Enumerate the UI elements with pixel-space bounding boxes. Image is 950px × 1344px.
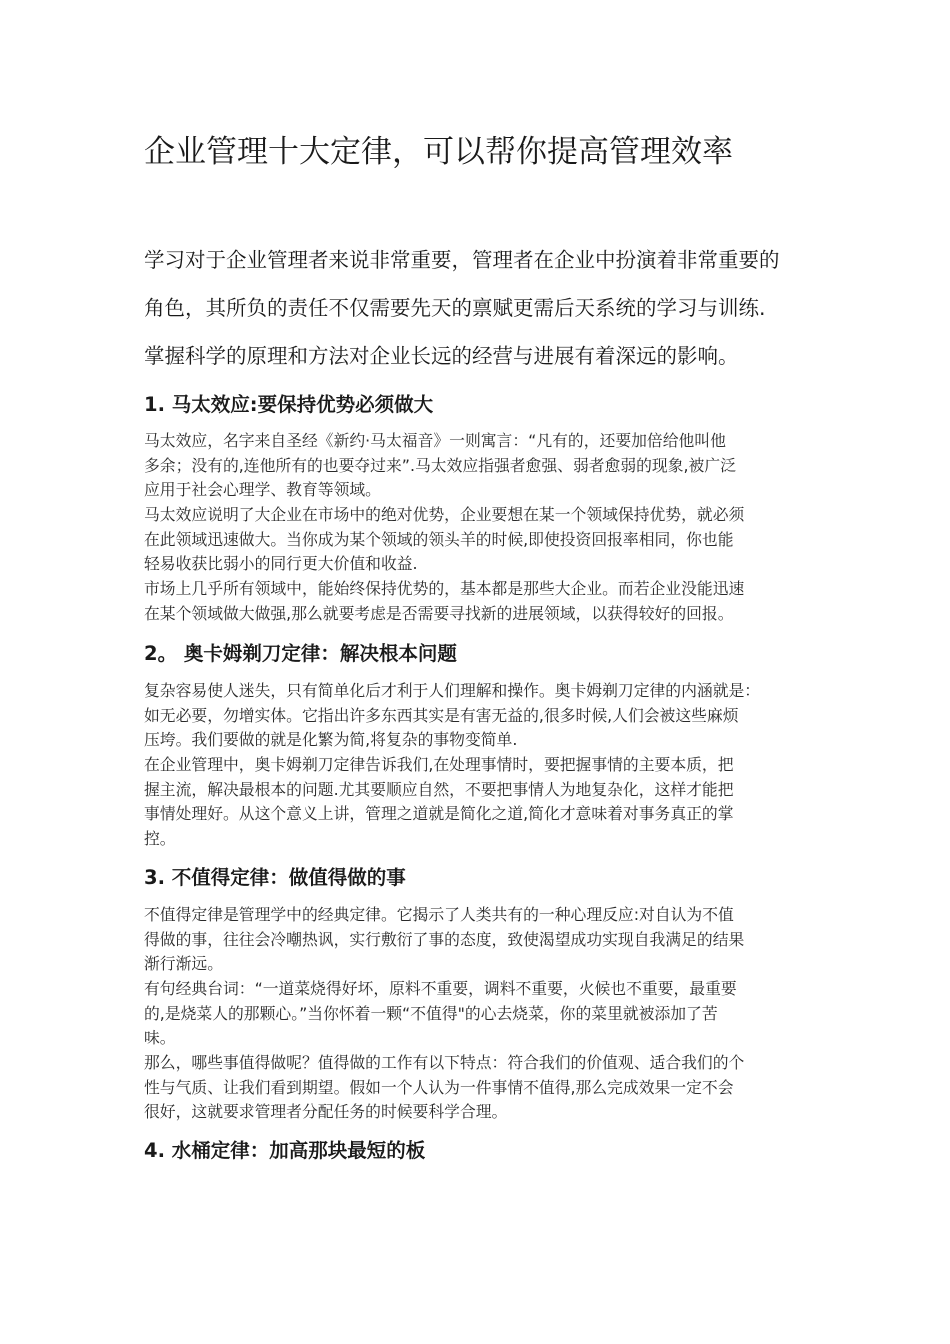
paragraph-line: 压垮。我们要做的就是化繁为简,将复杂的事物变简单.	[144, 730, 518, 749]
paragraph-line: 在企业管理中，奥卡姆剃刀定律告诉我们,在处理事情时，要把握事情的主要本质，把	[144, 755, 734, 774]
section-paragraph	[144, 429, 824, 503]
paragraph-line: 的,是烧菜人的那颗心。”当你怀着一颗“不值得"的心去烧菜，你的菜里就被添加了苦	[144, 1003, 718, 1023]
paragraph-line: 很好，这就要求管理者分配任务的时候要科学合理。	[144, 1102, 508, 1121]
paragraph-line: 控。	[144, 828, 176, 848]
page-title: 企业管理十大定律，可以帮你提高管理效率	[144, 134, 733, 170]
paragraph-line: 性与气质、让我们看到期望。假如一个人认为一件事情不值得,那么完成效果一定不会	[144, 1077, 734, 1097]
intro-line: 掌握科学的原理和方法对企业长远的经营与进展有着深远的影响。	[144, 344, 739, 368]
section-paragraph	[144, 1051, 824, 1125]
paragraph-line: 市场上几乎所有领域中，能始终保持优势的，基本都是那些大企业。而若企业没能迅速	[144, 579, 745, 598]
section-heading-not-worth-it: 3. 不值得定律：做值得做的事	[144, 866, 406, 889]
section-paragraph	[144, 903, 824, 977]
section-heading-matthew-effect: 1. 马太效应:要保持优势必须做大	[144, 393, 434, 416]
paragraph-line: 多余；没有的,连他所有的也要夺过来”.马太效应指强者愈强、弱者愈弱的现象,被广泛	[144, 455, 736, 475]
section-paragraph	[144, 577, 824, 626]
paragraph-line: 轻易收获比弱小的同行更大价值和收益.	[144, 554, 418, 573]
section-heading-bucket-law: 4. 水桶定律：加高那块最短的板	[144, 1139, 426, 1162]
paragraph-line: 马太效应说明了大企业在市场中的绝对优势，企业要想在某一个领域保持优势，就必须	[144, 505, 745, 524]
intro-line: 学习对于企业管理者来说非常重要，管理者在企业中扮演着非常重要的	[144, 248, 780, 272]
intro-line: 角色，其所负的责任不仅需要先天的禀赋更需后天系统的学习与训练.	[144, 296, 766, 320]
paragraph-line: 那么，哪些事值得做呢？值得做的工作有以下特点：符合我们的价值观、适合我们的个	[144, 1053, 745, 1072]
paragraph-line: 不值得定律是管理学中的经典定律。它揭示了人类共有的一种心理反应:对自认为不值	[144, 905, 734, 924]
paragraph-line: 如无必要，勿增实体。它指出许多东西其实是有害无益的,很多时候,人们会被这些麻烦	[144, 705, 739, 725]
section-paragraph	[144, 977, 824, 1051]
paragraph-line: 渐行渐远。	[144, 954, 223, 973]
paragraph-line: 握主流，解决最根本的问题.尤其要顺应自然，不要把事情人为地复杂化，这样才能把	[144, 779, 734, 799]
paragraph-line: 在某个领域做大做强,那么就要考虑是否需要寻找新的进展领域，以获得较好的回报。	[144, 603, 734, 623]
section-paragraph	[144, 679, 824, 753]
section-paragraph	[144, 753, 824, 851]
paragraph-line: 得做的事，往往会冷嘲热讽，实行敷衍了事的态度，致使渴望成功实现自我满足的结果	[144, 929, 745, 949]
intro-paragraph	[144, 236, 824, 380]
paragraph-line: 应用于社会心理学、教育等领域。	[144, 480, 381, 499]
paragraph-line: 味。	[144, 1028, 176, 1047]
paragraph-line: 马太效应，名字来自圣经《新约·马太福音》一则寓言：“凡有的，还要加倍给他叫他	[144, 431, 726, 450]
paragraph-line: 复杂容易使人迷失，只有简单化后才利于人们理解和操作。奥卡姆剃刀定律的内涵就是：	[144, 681, 761, 700]
section-paragraph	[144, 503, 824, 577]
paragraph-line: 在此领域迅速做大。当你成为某个领域的领头羊的时候,即使投资回报率相同，你也能	[144, 529, 734, 549]
section-heading-occams-razor: 2。 奥卡姆剃刀定律：解决根本问题	[144, 642, 457, 665]
paragraph-line: 事情处理好。从这个意义上讲，管理之道就是简化之道,简化才意味着对事务真正的掌	[144, 804, 734, 823]
paragraph-line: 有句经典台词：“一道菜烧得好坏，原料不重要，调料不重要，火候也不重要，最重要	[144, 979, 737, 998]
